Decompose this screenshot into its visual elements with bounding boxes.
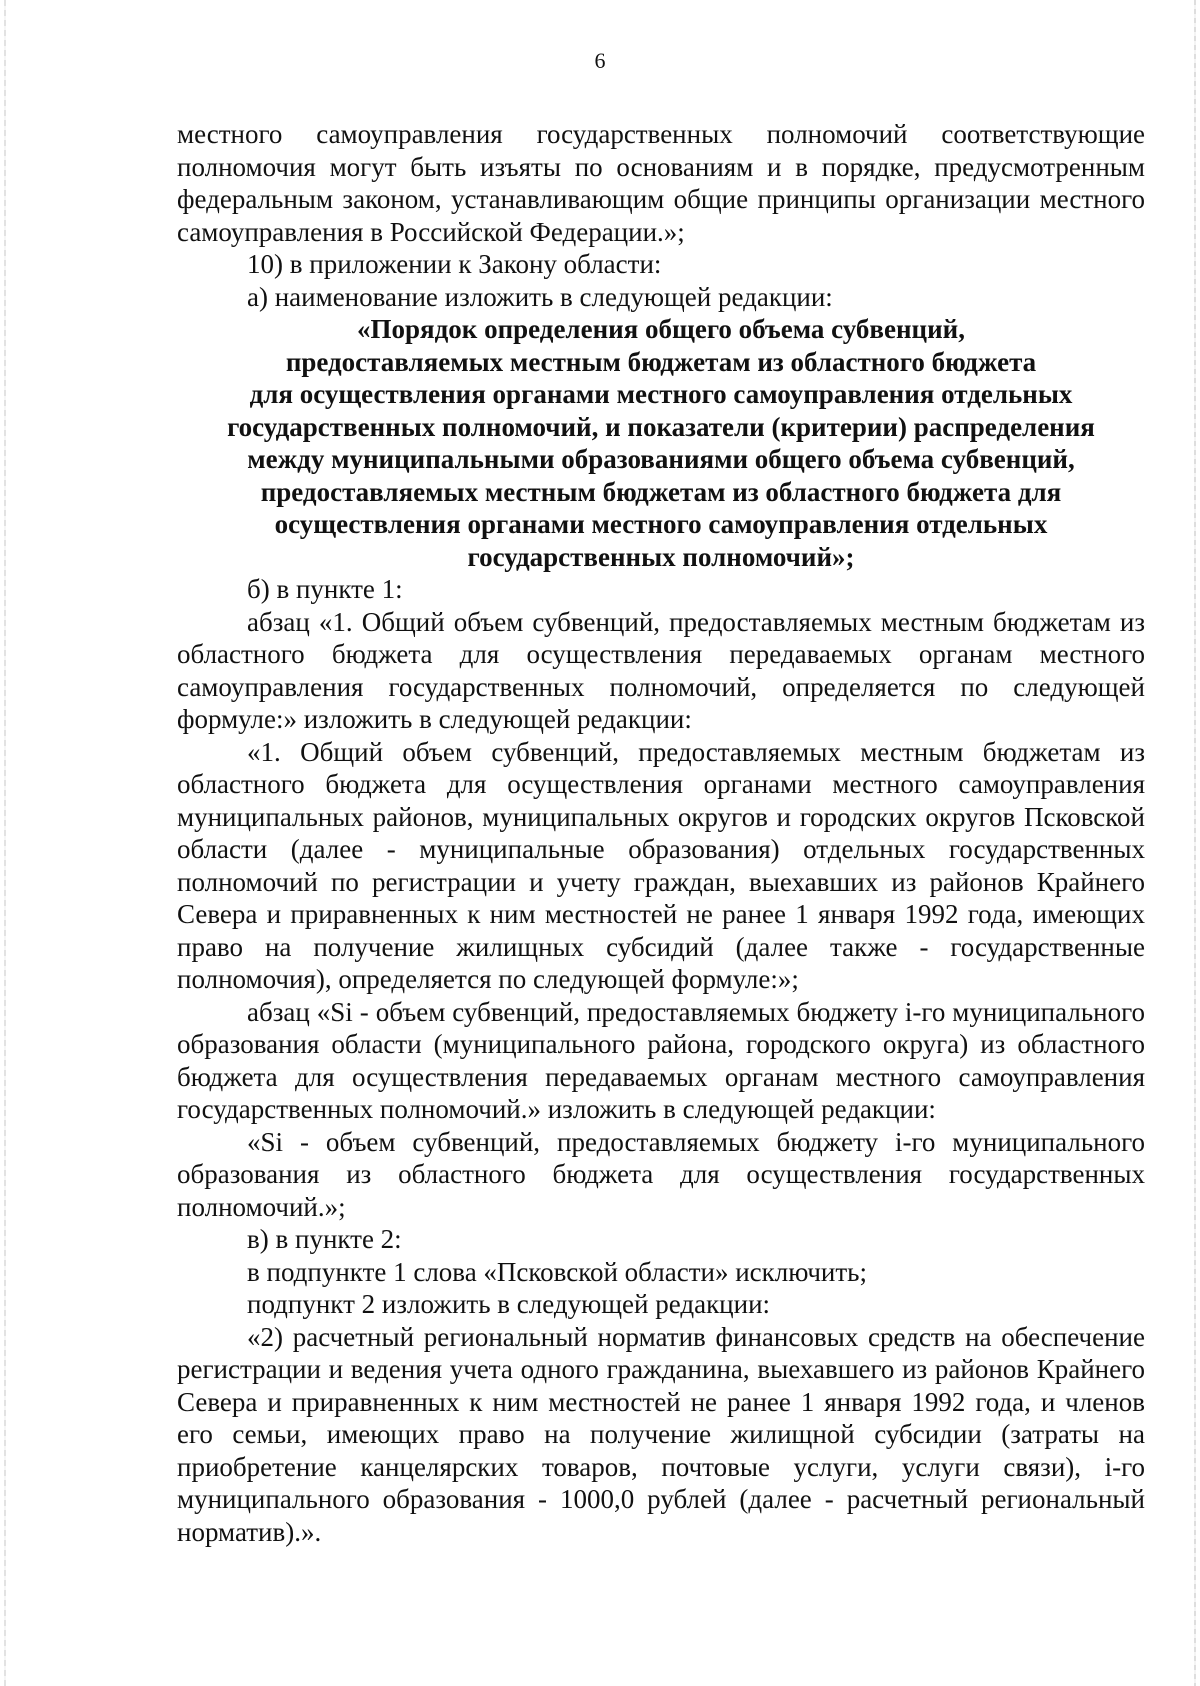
title-line: государственных полномочий, и показатели (критерии) распределения	[227, 411, 1095, 442]
title-line: государственных полномочий»;	[467, 541, 855, 572]
title-line: предоставляемых местным бюджетам из областного бюджета для	[260, 476, 1062, 507]
paragraph: а) наименование изложить в следующей редакции:	[247, 281, 833, 312]
paragraph: «2) расчетный региональный норматив финансовых средств на обеспечение регистрации и ведения учета одного гражданина, выехавшего из районов Крайнего Севера и приравненных к ним местностей не ранее 1 января 1992 года, и членов его семьи, имеющих право на получение жилищной субсидии (затраты на приобретение канцелярских товаров, почтовые услуги, услуги связи), i-го муниципального образования - 1000,0 рублей (далее - расчетный региональный норматив).».	[177, 1321, 1145, 1547]
title-line: предоставляемых местным бюджетам из областного бюджета	[285, 346, 1037, 377]
paragraph: подпункт 2 изложить в следующей редакции:	[247, 1289, 771, 1319]
title-line: для осуществления органами местного самоуправления отдельных	[249, 379, 1073, 409]
paragraph: абзац «Si - объем субвенций, предоставляемых бюджету i-го муниципального образования области (муниципального района, городского округа) из областного бюджета для осуществления передаваемых органам местного самоуправления государственных полномочий.» изложить в следующей редакции:	[177, 996, 1145, 1124]
paragraph: б) в пункте 1:	[247, 574, 403, 604]
title-line: «Порядок определения общего объема субвенций,	[357, 314, 965, 344]
scan-edge-right	[1194, 0, 1196, 1686]
body-text	[177, 118, 1145, 1548]
paragraph: «Si - объем субвенций, предоставляемых бюджету i-го муниципального образования из областного бюджета для осуществления государственных полномочий.»;	[177, 1126, 1145, 1222]
paragraph: в) в пункте 2:	[247, 1224, 402, 1254]
paragraph: в подпункте 1 слова «Псковской области» исключить;	[247, 1256, 867, 1287]
paragraph: «1. Общий объем субвенций, предоставляемых местным бюджетам из областного бюджета для осуществления органами местного самоуправления муниципальных районов, муниципальных округов и городских округов Псковской области (далее - муниципальные образования) отдельных государственных полномочий по регистрации и учету граждан, выехавших из районов Крайнего Севера и приравненных к ним местностей не ранее 1 января 1992 года, имеющих право на получение жилищных субсидий (далее также - государственные полномочия), определяется по следующей формуле:»;	[177, 736, 1145, 994]
paragraph: местного самоуправления государственных полномочий соответствующие полномочия могут быть изъяты по основаниям и в порядке, предусмотренным федеральным законом, устанавливающим общие принципы организации местного самоуправления в Российской Федерации.»;	[177, 119, 1145, 247]
annex-title	[177, 313, 1145, 573]
paragraph: 10) в приложении к Закону области:	[247, 249, 662, 279]
page-number: 6	[594, 48, 606, 73]
paragraph: абзац «1. Общий объем субвенций, предоставляемых местным бюджетам из областного бюджета для осуществления передаваемых органам местного самоуправления государственных полномочий, определяется по следующей формуле:» изложить в следующей редакции:	[177, 606, 1145, 734]
title-line: между муниципальными образованиями общего объема субвенций,	[247, 444, 1075, 474]
title-line: осуществления органами местного самоуправления отдельных	[274, 509, 1048, 539]
scan-edge-left	[4, 0, 6, 1686]
